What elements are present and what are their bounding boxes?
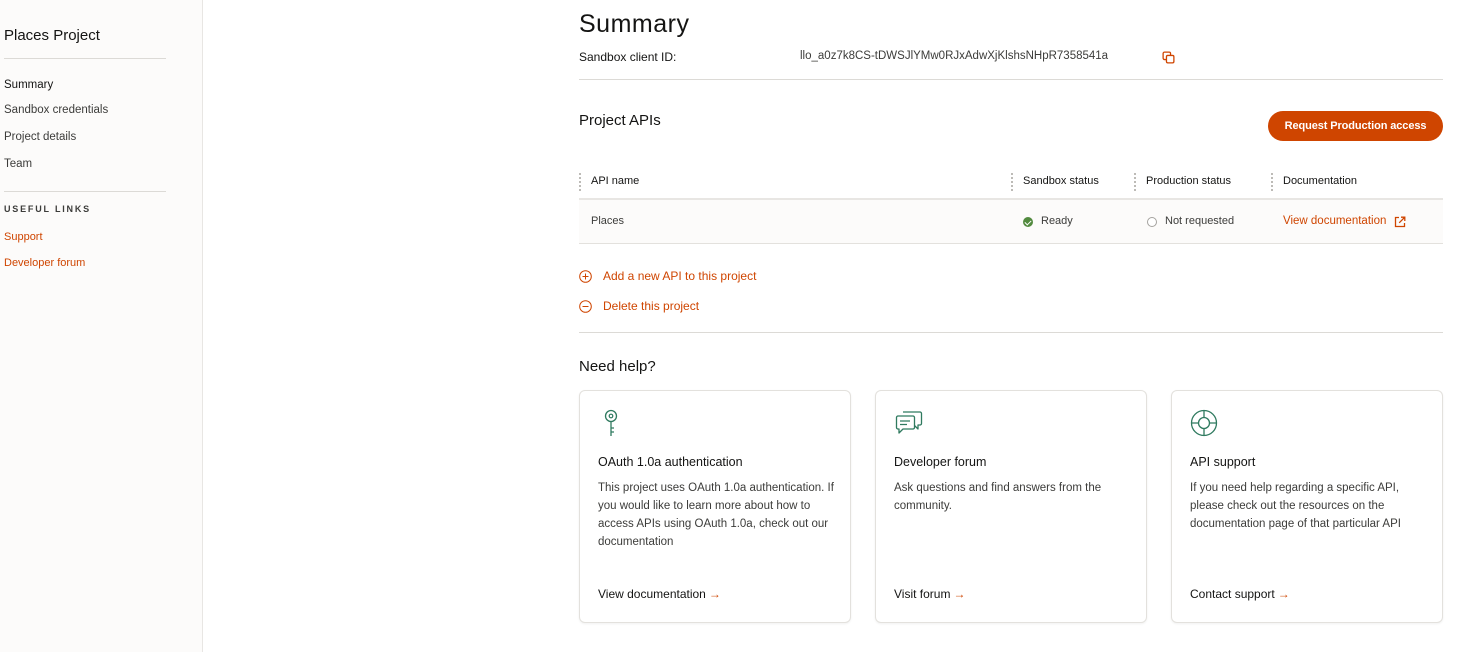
card-description: If you need help regarding a specific API, please check out the resources on the documentation page of that particular API <box>1190 482 1401 530</box>
view-documentation-link[interactable]: View documentation <box>1283 215 1387 227</box>
empty-status-circle-icon <box>1147 217 1157 227</box>
minus-circle-icon <box>579 300 592 313</box>
api-table <box>579 163 1443 244</box>
arrow-right-icon: → <box>1277 587 1290 601</box>
card-link-label[interactable]: Visit forum <box>894 587 951 601</box>
table-row <box>579 200 1443 244</box>
copy-icon[interactable] <box>1162 51 1175 64</box>
arrow-right-icon: → <box>708 587 721 601</box>
page-title: Summary <box>579 10 690 38</box>
card-link-label[interactable]: Contact support <box>1190 587 1275 601</box>
chat-bubbles-icon <box>894 409 924 437</box>
help-card-forum <box>875 390 1147 623</box>
card-description: This project uses OAuth 1.0a authentication. If you would like to learn more about how to access APIs using OAuth 1.0a, check out our documentation <box>598 482 834 548</box>
client-id-value: llo_a0z7k8CS-tDWSJlYMw0RJxAdwXjKlshsNHpR7358541a <box>800 50 1109 62</box>
card-title: API support <box>1190 455 1256 469</box>
sidebar-divider <box>4 191 166 192</box>
column-header-api-name[interactable]: API name <box>591 175 640 187</box>
client-id-label: Sandbox client ID: <box>579 50 677 64</box>
support-link[interactable]: Support <box>4 231 43 243</box>
plus-circle-icon <box>579 270 592 283</box>
column-header-production-status[interactable]: Production status <box>1146 175 1231 187</box>
sidebar-item-sandbox-credentials[interactable]: Sandbox credentials <box>4 104 109 116</box>
sandbox-status-cell: Ready <box>1041 215 1073 227</box>
column-resize-handle[interactable] <box>1134 173 1136 191</box>
add-api-label[interactable]: Add a new API to this project <box>603 269 757 283</box>
api-name-cell: Places <box>591 215 625 227</box>
developer-forum-link[interactable]: Developer forum <box>4 257 86 269</box>
table-header <box>579 163 1443 200</box>
sidebar-item-summary[interactable]: Summary <box>4 79 54 91</box>
column-resize-handle[interactable] <box>579 173 581 191</box>
divider <box>579 79 1443 80</box>
need-help-title: Need help? <box>579 358 656 375</box>
column-header-sandbox-status[interactable]: Sandbox status <box>1023 175 1099 187</box>
visit-forum-link[interactable] <box>894 587 965 601</box>
help-card-api-support <box>1171 390 1443 623</box>
useful-links-heading: USEFUL LINKS <box>4 204 91 214</box>
card-link-label[interactable]: View documentation <box>598 587 706 601</box>
sidebar-item-project-details[interactable]: Project details <box>4 131 77 143</box>
card-title: Developer forum <box>894 455 987 469</box>
card-title: OAuth 1.0a authentication <box>598 455 743 469</box>
request-production-access-button[interactable]: Request Production access <box>1268 111 1443 141</box>
arrow-right-icon: → <box>953 587 966 601</box>
column-header-documentation[interactable]: Documentation <box>1283 175 1357 187</box>
sidebar-divider <box>4 58 166 59</box>
sidebar <box>0 0 203 652</box>
column-resize-handle[interactable] <box>1011 173 1013 191</box>
production-status-cell: Not requested <box>1165 215 1235 227</box>
column-resize-handle[interactable] <box>1271 173 1273 191</box>
card-description: Ask questions and find answers from the community. <box>894 482 1102 512</box>
project-title: Places Project <box>4 27 100 44</box>
delete-project-label[interactable]: Delete this project <box>603 299 700 313</box>
sidebar-item-team[interactable]: Team <box>4 158 33 170</box>
project-apis-title: Project APIs <box>579 112 661 129</box>
view-documentation-card-link[interactable] <box>598 587 721 601</box>
main-content <box>579 0 1443 652</box>
help-card-oauth <box>579 390 851 623</box>
divider <box>579 332 1443 333</box>
lifebuoy-icon <box>1190 409 1218 437</box>
external-link-icon[interactable] <box>1394 216 1406 228</box>
key-icon <box>598 409 624 439</box>
ready-check-icon <box>1023 217 1033 227</box>
contact-support-link[interactable] <box>1190 587 1290 601</box>
